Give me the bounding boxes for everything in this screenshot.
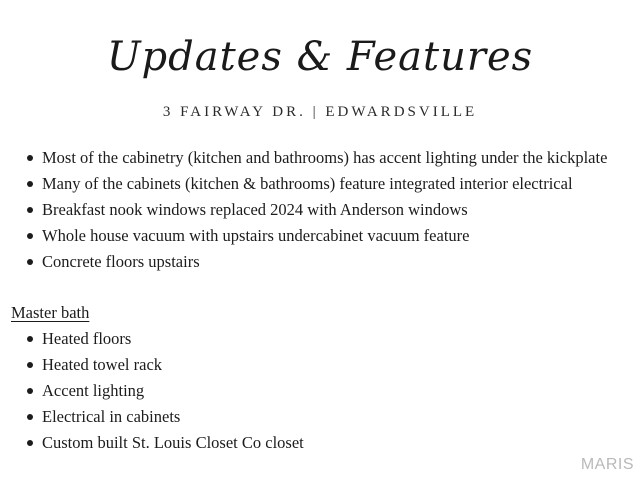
list-item-text: Electrical in cabinets: [42, 407, 181, 426]
list-item: [22, 404, 304, 430]
address-subtitle: 3 FAIRWAY DR. | EDWARDSVILLE: [162, 104, 478, 120]
list-item-text: Whole house vacuum with upstairs undercabinet vacuum feature: [42, 226, 470, 245]
bullet-icon: [27, 388, 33, 394]
maris-watermark: MARIS: [580, 456, 634, 473]
page-title: Updates & Features: [106, 34, 534, 80]
list-item-text: Concrete floors upstairs: [42, 252, 200, 271]
list-item-text: Most of the cabinetry (kitchen and bathrooms) has accent lighting under the kickplate: [42, 148, 608, 167]
list-item-text: Heated floors: [42, 329, 132, 348]
bullet-icon: [27, 207, 33, 213]
list-item-text: Heated towel rack: [42, 355, 163, 374]
list-item: [22, 223, 607, 249]
list-item: [22, 249, 607, 275]
features-list: [22, 145, 607, 275]
bullet-icon: [27, 440, 33, 446]
bullet-icon: [27, 414, 33, 420]
list-item-text: Many of the cabinets (kitchen & bathrooms) feature integrated interior electrical: [42, 174, 573, 193]
bullet-icon: [27, 155, 33, 161]
list-item-text: Custom built St. Louis Closet Co closet: [42, 433, 304, 452]
list-item-text: Accent lighting: [42, 381, 145, 400]
list-item: [22, 145, 607, 171]
bullet-icon: [27, 336, 33, 342]
master-bath-list: [22, 326, 304, 456]
bullet-icon: [27, 181, 33, 187]
list-item: [22, 352, 304, 378]
bullet-icon: [27, 259, 33, 265]
list-item: [22, 430, 304, 456]
master-bath-heading: Master bath: [11, 303, 90, 322]
list-item: [22, 197, 607, 223]
bullet-icon: [27, 233, 33, 239]
list-item: [22, 326, 304, 352]
list-item: [22, 171, 607, 197]
list-item: [22, 378, 304, 404]
list-item-text: Breakfast nook windows replaced 2024 with Anderson windows: [42, 200, 468, 219]
bullet-icon: [27, 362, 33, 368]
